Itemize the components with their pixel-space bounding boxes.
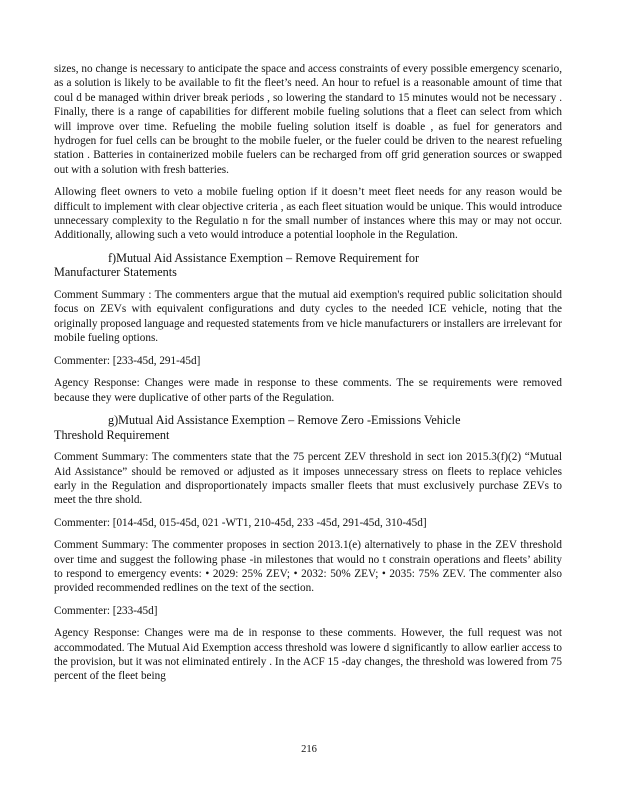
agency-response: Agency Response: Changes were made in response to these comments. The se requirements were removed because they were duplicative of other parts of the Regulation. xyxy=(54,377,562,404)
commenter-list: Commenter: [233-45d, 291-45d] xyxy=(54,354,201,367)
agency-response: Agency Response: Changes were ma de in response to these comments. However, the full request was not accommodated. The Mutual Aid Exemption access threshold was lowere d significantly to allow earlier access to the provision, but it was not eliminated entirely . In the ACF 15 -day changes, the threshold was lowered from 75 percent of the fleet being xyxy=(54,627,562,683)
paragraph-mobile-fueling: sizes, no change is necessary to anticipate the space and access constraints of every possible emergency scenario, as a solution is likely to be available to fit the fleet’s need. An hour to refuel is a reasonable amount of time that coul d be managed within driver break periods , so lowering the standard to 15 minutes would not be necessary . Finally, there is a range of capabilities for different mobile fueling solutions that a fleet can select from which will improve over time. Refueling the mobile fueling solution itself is doable , as fuel for generators and hydrogen for fuel cells can be brought to the mobile fueler, or the fueler could be driven to the nearest refueling station . Batteries in containerized mobile fuelers can be recharged from off grid generation sources or swapped out with a solution with fresh batteries. xyxy=(54,63,562,176)
heading-line-2: Threshold Requirement xyxy=(54,427,170,442)
heading-line-1: f)Mutual Aid Assistance Exemption – Remove Requirement for xyxy=(108,250,420,265)
commenter-list: Commenter: [233-45d] xyxy=(54,604,158,617)
document-body xyxy=(54,62,562,692)
commenter-list: Commenter: [014-45d, 015-45d, 021 -WT1, 210-45d, 233 -45d, 291-45d, 310-45d] xyxy=(54,516,427,529)
heading-line-2: Manufacturer Statements xyxy=(54,265,177,280)
comment-summary: Comment Summary : The commenters argue that the mutual aid exemption's required public solicitation should focus on ZEVs with equivalent configurations and duty cycles to the needed ICE vehicle, noting that the originally proposed language and requested statements from ve hicle manufacturers or installers are irrelevant for mobile fueling options. xyxy=(54,289,562,345)
section-heading-manufacturer-statements xyxy=(54,251,562,280)
comment-summary: Comment Summary: The commenter proposes in section 2013.1(e) alternatively to phase in the ZEV threshold over time and suggest the following phase -in milestones that would no t constrain operations and fleets’ ability to respond to emergency events: • 2029: 25% ZEV; • 2032: 50% ZEV; • 2035: 75% ZEV. The commenter also provided recommended redlines on the text of the section. xyxy=(54,539,562,595)
heading-line-1: g)Mutual Aid Assistance Exemption – Remove Zero -Emissions Vehicle xyxy=(108,412,461,427)
comment-summary: Comment Summary: The commenters state that the 75 percent ZEV threshold in sect ion 2015.3(f)(2) “Mutual Aid Assistance” should be removed or adjusted as it imposes unnecessary stress on fleets to replace vehicles early in the Regulation and disproportionately impacts smaller fleets that must exclusively purchase ZEVs to meet the thre shold. xyxy=(54,451,562,507)
paragraph-veto: Allowing fleet owners to veto a mobile fueling option if it doesn’t meet fleet needs for any reason would be difficult to implement with clear objective criteria , as each fleet situation would be unique. This would introduce unnecessary complexity to the Regulatio n for the small number of instances where this may or may not occur. Additionally, allowing such a veto would introduce a potential loophole in the Regulation. xyxy=(54,186,562,242)
section-heading-zev-threshold xyxy=(54,413,562,442)
page-number: 216 xyxy=(301,744,317,755)
